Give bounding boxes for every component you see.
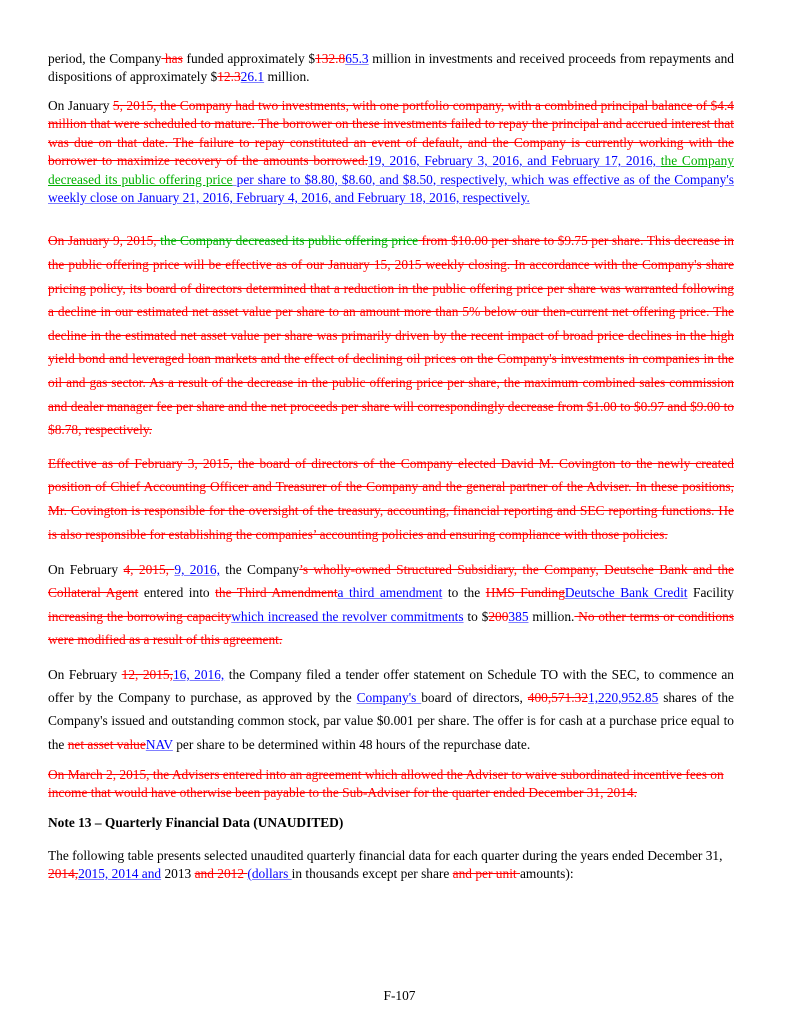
deleted-text: 5, 2015, the Company had two investments, with one portfolio company, with a combined principal balance of $4.4 million that were scheduled to mature. The borrower on these investments failed to repay the principal and accrued interest that was due on that date. The failure to repay constituted an event of default, and the Company is currently working with the borrower to maximize recovery of the amounts borrowed.	[48, 98, 734, 169]
deleted-text: from $10.00 per share to $9.75 per share. This decrease in the public offering price will be effective as of our January 15, 2015 weekly closing. In accordance with the Company's share pricing policy, its board of directors determined that a reduction in the public offering price per share was warranted following a decline in our estimated net asset value per share to an amount more than 5% below our then-current net offering price. The decline in the estimated net asset value per share was primarily driven by the recent impact of broad price declines in the high yield bond and leveraged loan markets and the effect of declining oil prices on the Company's investments in companies in the oil and gas sector. As a result of the decrease in the public offering price per share, the maximum combined sales commission and dealer manager fee per share and the net proceeds per share will correspondingly decrease from $1.00 to $0.97 and $9.00 to $8.78, respectively.	[48, 233, 734, 438]
inserted-text: 1,220,952.85	[588, 690, 659, 706]
deleted-text: 12.3	[217, 69, 241, 84]
moved-from-text: the Company decreased its public offering price	[160, 233, 419, 249]
text: The following table presents selected unaudited quarterly financial data for each quarter during the years ended December 31,	[48, 847, 723, 863]
deleted-text: HMS Funding	[485, 585, 565, 601]
inserted-text: 9, 2016,	[174, 562, 220, 578]
text: On February	[48, 666, 122, 682]
deleted-text: On March 2, 2015, the Advisers entered into an agreement which allowed the Adviser to waive subordinated incentive fees on income that would have otherwise been payable to the Sub-Adviser for the quarter ended December 31, 2014.	[48, 766, 724, 800]
inserted-text: Deutsche Bank Credit	[564, 585, 688, 601]
text: in thousands except per share	[291, 865, 453, 881]
text: per share to be determined within 48 hours of the repurchase date.	[172, 736, 531, 752]
paragraph-deleted-covington	[48, 452, 734, 546]
text: the Company filed a tender offer statement on Schedule TO with the SEC, to commence an offer by the Company to purchase, as approved by the	[48, 666, 734, 706]
inserted-text: which increased the revolver commitments	[231, 608, 464, 624]
text: 2013	[161, 865, 195, 881]
inserted-text: 19, 2016, February 3, 2016, and February 17, 2016,	[368, 153, 661, 169]
text: On January	[48, 98, 113, 113]
inserted-text: 26.1	[240, 69, 265, 84]
deleted-text: the Third Amendment	[215, 585, 338, 601]
moved-text: the Company decreased its public offering price	[48, 153, 734, 187]
page-number: F-107	[383, 988, 416, 1003]
deleted-text: 200	[488, 608, 509, 624]
text: board of directors,	[421, 690, 528, 706]
paragraph-deleted-march-2015	[48, 766, 734, 802]
text: million.	[528, 608, 575, 624]
paragraph-offering-price-decrease	[48, 97, 734, 207]
text: shares of the Company's issued and outstanding common stock, par value $0.001 per share. The offer is for cash at a purchase price equal to the	[48, 690, 734, 752]
inserted-text: 65.3	[345, 51, 369, 66]
paragraph-credit-facility	[48, 558, 734, 651]
deleted-text: increasing the borrowing capacity	[48, 608, 232, 624]
deleted-text: 2014,	[48, 865, 79, 881]
inserted-text: Company's	[356, 690, 422, 706]
paragraph-quarterly-intro	[48, 847, 734, 883]
text: to $	[463, 608, 489, 624]
text: period, the Company	[48, 51, 162, 66]
deleted-text: and per unit	[452, 865, 520, 881]
deleted-text: and 2012	[194, 865, 248, 881]
text: On February	[48, 562, 124, 578]
inserted-text: 385	[508, 608, 529, 624]
deleted-text: ’s wholly-owned Structured Subsidiary, the Company, Deutsche Bank and the Collateral Agent	[48, 562, 734, 601]
inserted-text: 16, 2016,	[172, 666, 225, 682]
text: to the	[442, 585, 486, 601]
paragraph-investments-funded	[48, 50, 734, 86]
paragraph-tender-offer	[48, 663, 734, 756]
inserted-text: (dollars	[247, 865, 292, 881]
text: million.	[264, 69, 310, 84]
deleted-text: Effective as of February 3, 2015, the board of directors of the Company elected David M. Covington to the newly created position of Chief Accounting Officer and Treasurer of the Company and the general partner of the Adviser. In these positions, Mr. Covington is responsible for the oversight of the treasury, accounting, financial reporting and SEC reporting functions. He is also responsible for establishing the companies’ accounting policies and ensuring compliance with those policies.	[48, 455, 734, 542]
deleted-text: 400,571.32	[527, 690, 589, 706]
text: the Company	[219, 562, 300, 578]
paragraph-deleted-jan-2015	[48, 229, 734, 441]
text: entered into	[138, 585, 216, 601]
text: amounts):	[519, 865, 574, 881]
section-heading: Note 13 – Quarterly Financial Data (UNAUDITED)	[48, 814, 344, 830]
deleted-text: 4, 2015,	[123, 562, 175, 578]
deleted-text: net asset value	[67, 736, 146, 752]
inserted-text: a third amendment	[337, 585, 443, 601]
deleted-text: No other terms or conditions were modified as a result of this agreement.	[48, 608, 734, 647]
deleted-text: has	[161, 51, 183, 66]
deleted-text: 12, 2015,	[121, 666, 173, 682]
text: Facility	[687, 585, 734, 601]
deleted-text: 132.8	[315, 51, 346, 66]
document-page	[48, 50, 734, 883]
inserted-text: 2015, 2014 and	[78, 865, 162, 881]
inserted-text: per share to $8.80, $8.60, and $8.50, respectively, which was effective as of the Company's weekly close on January 21, 2016, February 4, 2016, and February 18, 2016, respectively.	[48, 171, 735, 206]
deleted-text: On January 9, 2015,	[48, 233, 161, 249]
text: million in investments and received proceeds from repayments and dispositions of approximately $	[48, 51, 735, 84]
text: funded approximately $	[182, 51, 316, 66]
inserted-text: NAV	[145, 736, 173, 752]
